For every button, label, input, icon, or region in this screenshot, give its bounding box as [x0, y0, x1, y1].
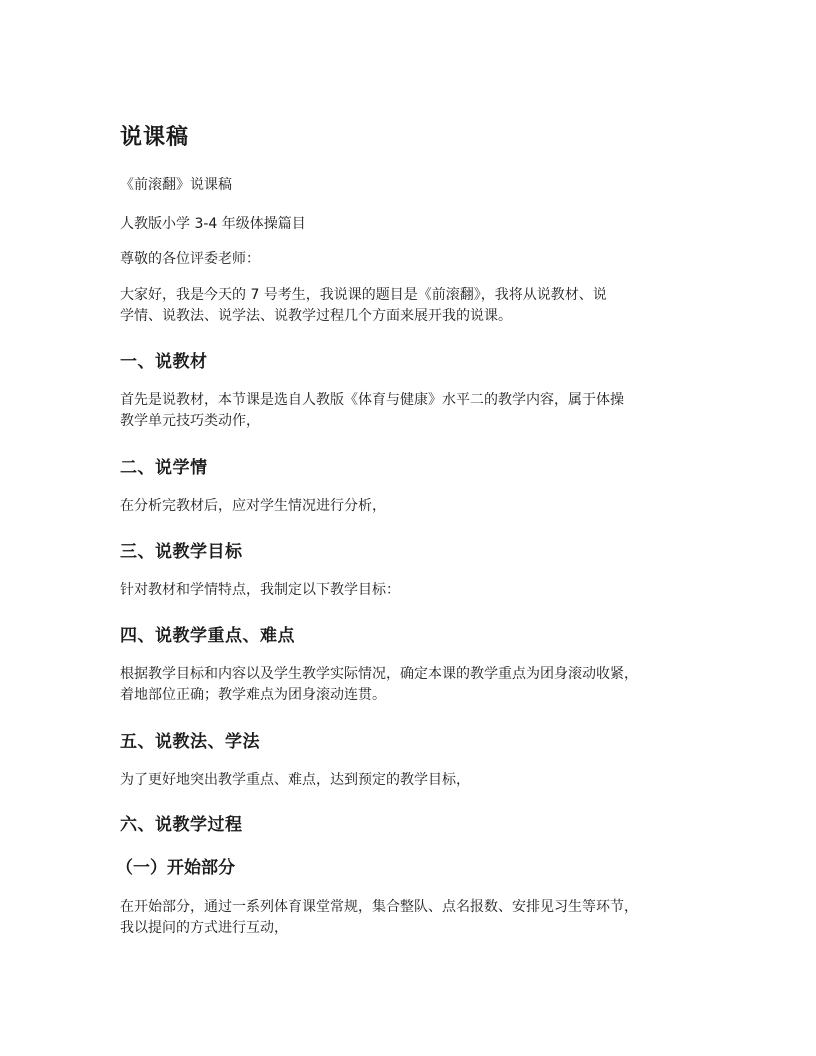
section-paragraph-objectives — [120, 580, 400, 601]
paragraph-line: 教学单元技巧类动作， — [120, 413, 260, 429]
paragraph-line: 在分析完教材后，应对学生情况进行分析， — [120, 498, 386, 514]
paragraph-line: 针对教材和学情特点，我制定以下教学目标： — [120, 582, 400, 598]
page-title: 说课稿 — [120, 125, 190, 150]
section-heading-key-points: 四、说教学重点、难点 — [120, 626, 295, 646]
paragraph-line: 首先是说教材，本节课是选自人教版《体育与健康》水平二的教学内容，属于体操 — [120, 392, 624, 408]
paragraph-line: 大家好，我是今天的 7 号考生，我说课的题目是《前滚翻》，我将从说教材、说 — [120, 287, 607, 303]
subsection-heading-opening: （一）开始部分 — [116, 858, 235, 878]
section-paragraph-students — [120, 496, 386, 517]
paragraph-line: 学情、说教法、说学法、说教学过程几个方面来展开我的说课。 — [120, 308, 512, 324]
section-paragraph-methods — [120, 770, 470, 791]
paragraph-line: 着地部位正确；教学难点为团身滚动连贯。 — [120, 687, 386, 703]
document-subtitle: 《前滚翻》说课稿 — [120, 177, 232, 193]
intro-paragraph — [120, 285, 607, 327]
paragraph-line: 在开始部分，通过一系列体育课堂常规，集合整队、点名报数、安排见习生等环节， — [120, 899, 638, 915]
section-paragraph-key-points — [120, 664, 638, 706]
paragraph-line: 为了更好地突出教学重点、难点，达到预定的教学目标， — [120, 772, 470, 788]
section-paragraph-textbook — [120, 390, 624, 432]
textbook-line: 人教版小学 3-4 年级体操篇目 — [120, 216, 306, 232]
paragraph-line: 根据教学目标和内容以及学生教学实际情况，确定本课的教学重点为团身滚动收紧， — [120, 666, 638, 682]
section-heading-objectives: 三、说教学目标 — [120, 542, 243, 562]
paragraph-line: 我以提问的方式进行互动， — [120, 920, 288, 936]
greeting-line: 尊敬的各位评委老师： — [120, 251, 260, 267]
section-heading-process: 六、说教学过程 — [120, 815, 243, 835]
section-heading-methods: 五、说教法、学法 — [120, 732, 260, 752]
subsection-paragraph-opening — [120, 897, 638, 939]
section-heading-textbook: 一、说教材 — [120, 352, 208, 372]
section-heading-students: 二、说学情 — [120, 458, 208, 478]
